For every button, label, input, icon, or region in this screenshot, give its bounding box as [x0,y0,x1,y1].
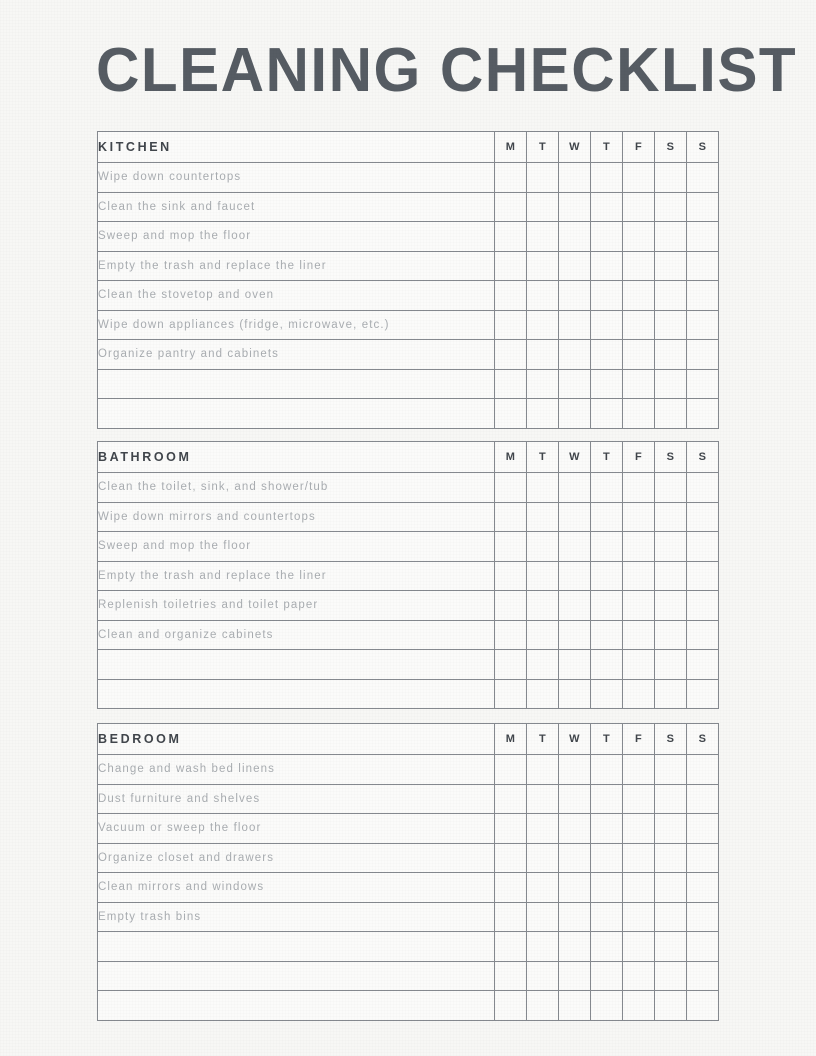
task-checkbox-cell[interactable] [655,961,687,991]
task-checkbox-cell[interactable] [495,679,527,709]
task-checkbox-cell[interactable] [687,561,719,591]
task-checkbox-cell[interactable] [527,991,559,1021]
task-checkbox-cell[interactable] [687,843,719,873]
task-checkbox-cell[interactable] [591,961,623,991]
task-checkbox-cell[interactable] [591,755,623,785]
task-checkbox-cell[interactable] [591,902,623,932]
task-checkbox-cell[interactable] [495,650,527,680]
task-row [98,502,719,532]
task-checkbox-cell[interactable] [623,784,655,814]
task-checkbox-cell[interactable] [559,784,591,814]
task-checkbox-cell[interactable] [559,755,591,785]
task-label: Wipe down mirrors and countertops [98,502,495,532]
task-label: Clean the sink and faucet [98,192,495,222]
task-checkbox-cell[interactable] [655,679,687,709]
task-checkbox-cell[interactable] [687,222,719,252]
bedroom-table-body [98,724,719,1021]
task-label: Empty trash bins [98,902,495,932]
task-checkbox-cell[interactable] [623,281,655,311]
task-checkbox-cell[interactable] [687,961,719,991]
task-checkbox-cell[interactable] [591,340,623,370]
task-checkbox-cell[interactable] [591,399,623,429]
task-checkbox-cell[interactable] [623,902,655,932]
task-checkbox-cell[interactable] [527,784,559,814]
task-checkbox-cell[interactable] [559,932,591,962]
task-checkbox-cell[interactable] [655,650,687,680]
task-checkbox-cell[interactable] [591,591,623,621]
day-column-header: F [623,132,655,163]
task-row [98,620,719,650]
task-checkbox-cell[interactable] [623,755,655,785]
task-checkbox-cell[interactable] [655,163,687,193]
task-checkbox-cell[interactable] [623,251,655,281]
task-checkbox-cell[interactable] [687,620,719,650]
task-checkbox-cell[interactable] [655,902,687,932]
task-checkbox-cell[interactable] [559,961,591,991]
task-label: Clean mirrors and windows [98,873,495,903]
task-checkbox-cell[interactable] [559,502,591,532]
task-row [98,814,719,844]
task-checkbox-cell[interactable] [623,369,655,399]
task-checkbox-cell[interactable] [591,843,623,873]
task-label: Organize closet and drawers [98,843,495,873]
task-row [98,902,719,932]
task-checkbox-cell[interactable] [527,251,559,281]
task-checkbox-cell[interactable] [559,902,591,932]
section-heading-bedroom: BEDROOM [98,724,495,755]
task-checkbox-cell[interactable] [591,561,623,591]
task-checkbox-cell[interactable] [623,679,655,709]
page-title: CLEANING CHECKLIST [96,36,798,105]
task-checkbox-cell[interactable] [623,310,655,340]
task-checkbox-cell[interactable] [655,222,687,252]
task-checkbox-cell[interactable] [495,222,527,252]
task-checkbox-cell[interactable] [495,591,527,621]
task-checkbox-cell[interactable] [495,340,527,370]
task-checkbox-cell[interactable] [687,755,719,785]
task-checkbox-cell[interactable] [655,991,687,1021]
task-row [98,755,719,785]
task-checkbox-cell[interactable] [495,961,527,991]
task-label: Dust furniture and shelves [98,784,495,814]
blank-task-input-cell[interactable] [98,369,495,399]
task-checkbox-cell[interactable] [623,399,655,429]
task-checkbox-cell[interactable] [623,561,655,591]
task-checkbox-cell[interactable] [495,473,527,503]
task-checkbox-cell[interactable] [559,561,591,591]
task-checkbox-cell[interactable] [591,473,623,503]
task-checkbox-cell[interactable] [655,755,687,785]
section-header-row [98,132,719,163]
task-checkbox-cell[interactable] [591,502,623,532]
task-checkbox-cell[interactable] [591,620,623,650]
section-heading-bathroom: BATHROOM [98,442,495,473]
task-checkbox-cell[interactable] [527,399,559,429]
task-checkbox-cell[interactable] [687,399,719,429]
bedroom-checklist-table [97,723,719,1021]
task-row [98,873,719,903]
task-checkbox-cell[interactable] [559,369,591,399]
task-label: Empty the trash and replace the liner [98,251,495,281]
task-checkbox-cell[interactable] [623,873,655,903]
task-checkbox-cell[interactable] [495,991,527,1021]
task-label: Organize pantry and cabinets [98,340,495,370]
day-column-header: M [495,442,527,473]
task-checkbox-cell[interactable] [591,222,623,252]
task-row [98,561,719,591]
task-checkbox-cell[interactable] [527,814,559,844]
task-checkbox-cell[interactable] [655,591,687,621]
task-checkbox-cell[interactable] [527,310,559,340]
task-checkbox-cell[interactable] [559,591,591,621]
task-checkbox-cell[interactable] [559,473,591,503]
task-row [98,281,719,311]
task-checkbox-cell[interactable] [687,650,719,680]
task-checkbox-cell[interactable] [623,473,655,503]
task-checkbox-cell[interactable] [527,369,559,399]
task-checkbox-cell[interactable] [495,502,527,532]
task-row [98,251,719,281]
task-checkbox-cell[interactable] [687,902,719,932]
task-checkbox-cell[interactable] [655,620,687,650]
task-checkbox-cell[interactable] [591,650,623,680]
blank-task-row [98,679,719,709]
task-checkbox-cell[interactable] [655,784,687,814]
day-column-header: S [655,724,687,755]
task-checkbox-cell[interactable] [559,991,591,1021]
task-checkbox-cell[interactable] [687,340,719,370]
task-checkbox-cell[interactable] [527,561,559,591]
task-checkbox-cell[interactable] [527,650,559,680]
task-checkbox-cell[interactable] [527,591,559,621]
task-checkbox-cell[interactable] [591,784,623,814]
day-column-header: T [591,132,623,163]
task-checkbox-cell[interactable] [623,532,655,562]
task-checkbox-cell[interactable] [527,679,559,709]
task-checkbox-cell[interactable] [527,902,559,932]
task-checkbox-cell[interactable] [623,502,655,532]
task-checkbox-cell[interactable] [495,163,527,193]
task-checkbox-cell[interactable] [655,561,687,591]
kitchen-checklist-table [97,131,719,429]
task-checkbox-cell[interactable] [687,814,719,844]
task-label: Sweep and mop the floor [98,532,495,562]
task-checkbox-cell[interactable] [655,281,687,311]
task-checkbox-cell[interactable] [591,679,623,709]
blank-task-input-cell[interactable] [98,650,495,680]
blank-task-row [98,369,719,399]
task-row [98,843,719,873]
day-column-header: M [495,724,527,755]
task-row [98,340,719,370]
task-checkbox-cell[interactable] [495,281,527,311]
task-checkbox-cell[interactable] [623,163,655,193]
task-checkbox-cell[interactable] [527,755,559,785]
day-column-header: F [623,724,655,755]
task-checkbox-cell[interactable] [623,591,655,621]
task-checkbox-cell[interactable] [687,251,719,281]
task-checkbox-cell[interactable] [527,873,559,903]
section-header-row [98,442,719,473]
blank-task-row [98,399,719,429]
day-column-header: S [655,132,687,163]
task-checkbox-cell[interactable] [623,961,655,991]
task-label: Vacuum or sweep the floor [98,814,495,844]
task-label: Clean the toilet, sink, and shower/tub [98,473,495,503]
task-checkbox-cell[interactable] [687,991,719,1021]
task-checkbox-cell[interactable] [495,620,527,650]
blank-task-input-cell[interactable] [98,961,495,991]
task-checkbox-cell[interactable] [591,163,623,193]
task-checkbox-cell[interactable] [655,843,687,873]
task-checkbox-cell[interactable] [591,310,623,340]
task-checkbox-cell[interactable] [655,932,687,962]
task-label: Wipe down appliances (fridge, microwave, etc.) [98,310,495,340]
task-checkbox-cell[interactable] [495,369,527,399]
task-checkbox-cell[interactable] [527,192,559,222]
day-column-header: T [527,724,559,755]
task-row [98,591,719,621]
task-checkbox-cell[interactable] [687,873,719,903]
task-checkbox-cell[interactable] [687,502,719,532]
task-checkbox-cell[interactable] [527,843,559,873]
task-checkbox-cell[interactable] [655,502,687,532]
task-checkbox-cell[interactable] [495,399,527,429]
task-checkbox-cell[interactable] [591,814,623,844]
task-checkbox-cell[interactable] [623,620,655,650]
task-checkbox-cell[interactable] [655,369,687,399]
blank-task-row [98,991,719,1021]
task-checkbox-cell[interactable] [559,281,591,311]
kitchen-table-body [98,132,719,429]
task-checkbox-cell[interactable] [623,192,655,222]
task-checkbox-cell[interactable] [495,843,527,873]
task-checkbox-cell[interactable] [687,281,719,311]
task-checkbox-cell[interactable] [527,502,559,532]
task-label: Replenish toiletries and toilet paper [98,591,495,621]
section-header-row [98,724,719,755]
task-label: Wipe down countertops [98,163,495,193]
task-checkbox-cell[interactable] [687,473,719,503]
task-row [98,222,719,252]
task-checkbox-cell[interactable] [687,932,719,962]
task-checkbox-cell[interactable] [687,192,719,222]
task-checkbox-cell[interactable] [559,399,591,429]
task-row [98,784,719,814]
task-checkbox-cell[interactable] [559,679,591,709]
task-checkbox-cell[interactable] [495,932,527,962]
day-column-header: S [687,724,719,755]
task-checkbox-cell[interactable] [527,932,559,962]
day-column-header: T [527,132,559,163]
task-checkbox-cell[interactable] [559,650,591,680]
task-checkbox-cell[interactable] [559,843,591,873]
task-checkbox-cell[interactable] [687,369,719,399]
section-heading-kitchen: KITCHEN [98,132,495,163]
task-checkbox-cell[interactable] [495,310,527,340]
task-checkbox-cell[interactable] [655,532,687,562]
blank-task-row [98,932,719,962]
task-checkbox-cell[interactable] [559,222,591,252]
day-column-header: T [591,442,623,473]
day-column-header: W [559,132,591,163]
task-checkbox-cell[interactable] [655,192,687,222]
task-label: Empty the trash and replace the liner [98,561,495,591]
task-checkbox-cell[interactable] [527,163,559,193]
blank-task-input-cell[interactable] [98,399,495,429]
task-label: Sweep and mop the floor [98,222,495,252]
task-checkbox-cell[interactable] [655,310,687,340]
task-checkbox-cell[interactable] [591,281,623,311]
bathroom-checklist-table [97,441,719,709]
task-checkbox-cell[interactable] [687,532,719,562]
day-column-header: T [591,724,623,755]
blank-task-input-cell[interactable] [98,991,495,1021]
task-row [98,473,719,503]
blank-task-row [98,961,719,991]
task-checkbox-cell[interactable] [495,755,527,785]
task-checkbox-cell[interactable] [495,192,527,222]
task-checkbox-cell[interactable] [591,873,623,903]
task-row [98,192,719,222]
task-checkbox-cell[interactable] [527,473,559,503]
task-checkbox-cell[interactable] [655,251,687,281]
task-checkbox-cell[interactable] [527,620,559,650]
task-checkbox-cell[interactable] [623,843,655,873]
task-checkbox-cell[interactable] [687,310,719,340]
day-column-header: W [559,724,591,755]
task-checkbox-cell[interactable] [655,340,687,370]
task-row [98,532,719,562]
day-column-header: T [527,442,559,473]
task-checkbox-cell[interactable] [559,814,591,844]
task-checkbox-cell[interactable] [495,784,527,814]
day-column-header: S [655,442,687,473]
task-checkbox-cell[interactable] [495,251,527,281]
day-column-header: S [687,132,719,163]
task-checkbox-cell[interactable] [623,222,655,252]
task-checkbox-cell[interactable] [591,991,623,1021]
task-checkbox-cell[interactable] [623,650,655,680]
task-checkbox-cell[interactable] [527,340,559,370]
day-column-header: S [687,442,719,473]
task-checkbox-cell[interactable] [623,340,655,370]
task-label: Clean the stovetop and oven [98,281,495,311]
blank-task-row [98,650,719,680]
task-checkbox-cell[interactable] [687,163,719,193]
task-checkbox-cell[interactable] [495,532,527,562]
task-checkbox-cell[interactable] [687,591,719,621]
task-checkbox-cell[interactable] [623,991,655,1021]
task-row [98,310,719,340]
day-column-header: W [559,442,591,473]
task-checkbox-cell[interactable] [655,873,687,903]
task-checkbox-cell[interactable] [527,532,559,562]
task-checkbox-cell[interactable] [559,873,591,903]
task-checkbox-cell[interactable] [623,932,655,962]
task-checkbox-cell[interactable] [559,340,591,370]
task-checkbox-cell[interactable] [655,473,687,503]
task-checkbox-cell[interactable] [495,902,527,932]
day-column-header: F [623,442,655,473]
task-checkbox-cell[interactable] [591,369,623,399]
task-label: Change and wash bed linens [98,755,495,785]
task-checkbox-cell[interactable] [559,192,591,222]
task-checkbox-cell[interactable] [527,961,559,991]
task-checkbox-cell[interactable] [559,310,591,340]
task-checkbox-cell[interactable] [687,784,719,814]
task-checkbox-cell[interactable] [495,561,527,591]
task-row [98,163,719,193]
task-checkbox-cell[interactable] [687,679,719,709]
task-checkbox-cell[interactable] [655,814,687,844]
task-checkbox-cell[interactable] [495,814,527,844]
task-checkbox-cell[interactable] [495,873,527,903]
task-checkbox-cell[interactable] [591,532,623,562]
task-checkbox-cell[interactable] [559,163,591,193]
blank-task-input-cell[interactable] [98,679,495,709]
task-checkbox-cell[interactable] [591,192,623,222]
task-checkbox-cell[interactable] [591,251,623,281]
task-checkbox-cell[interactable] [559,620,591,650]
task-checkbox-cell[interactable] [591,932,623,962]
task-checkbox-cell[interactable] [559,251,591,281]
task-checkbox-cell[interactable] [527,281,559,311]
task-checkbox-cell[interactable] [559,532,591,562]
bathroom-table-body [98,442,719,709]
task-checkbox-cell[interactable] [527,222,559,252]
task-label: Clean and organize cabinets [98,620,495,650]
task-checkbox-cell[interactable] [623,814,655,844]
blank-task-input-cell[interactable] [98,932,495,962]
day-column-header: M [495,132,527,163]
task-checkbox-cell[interactable] [655,399,687,429]
